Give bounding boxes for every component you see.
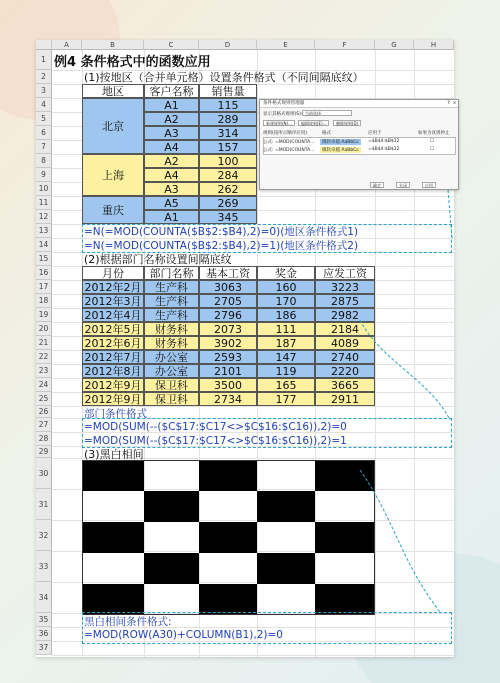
table2-total-cell[interactable]: 3665 <box>315 378 375 392</box>
section1-caption[interactable]: (1)按地区（合并单元格）设置条件格式（不同间隔底纹） <box>84 71 364 84</box>
section3-formula[interactable]: =MOD(ROW(A30)+COLUMN(B1),2)=0 <box>84 629 283 641</box>
table1-header-qty[interactable]: 销售量 <box>199 84 257 98</box>
row-header-7[interactable]: 7 <box>36 140 52 154</box>
table2-header-bonus[interactable]: 奖金 <box>257 266 315 280</box>
dialog-titlebar <box>260 100 458 108</box>
table1-qty-cell[interactable]: 269 <box>199 196 257 210</box>
table2-bonus-cell[interactable]: 186 <box>257 308 315 322</box>
table2-month-cell[interactable]: 2012年8月 <box>82 364 144 378</box>
row-header-36[interactable]: 36 <box>36 627 52 641</box>
row-header-5[interactable]: 5 <box>36 112 52 126</box>
ok-button[interactable]: 确定 <box>370 182 384 188</box>
section3-label[interactable]: 黑白相间条件格式: <box>84 615 172 628</box>
rule-2[interactable]: 公式: =MOD(COUNTA... <box>263 148 315 153</box>
table2-base-cell[interactable]: 2705 <box>199 294 257 308</box>
table2-month-cell[interactable]: 2012年7月 <box>82 350 144 364</box>
table2-header-month[interactable]: 月份 <box>82 266 144 280</box>
cancel-button[interactable]: 关闭 <box>396 182 410 188</box>
row-header-37[interactable]: 37 <box>36 641 52 655</box>
sheet-title[interactable]: 例4 条件格式中的函数应用 <box>54 54 211 70</box>
table2-bonus-cell[interactable]: 147 <box>257 350 315 364</box>
conditional-format-dialog[interactable] <box>259 99 459 190</box>
rule-2-stop-checkbox[interactable]: ☐ <box>430 147 435 152</box>
table1-qty-cell[interactable]: 115 <box>199 98 257 112</box>
table2-base-cell[interactable]: 3902 <box>199 336 257 350</box>
table1-qty-cell[interactable]: 284 <box>199 168 257 182</box>
table2-base-cell[interactable]: 2796 <box>199 308 257 322</box>
edit-rule-button[interactable]: 编辑规则(E)... <box>298 120 329 126</box>
row-header-6[interactable]: 6 <box>36 126 52 140</box>
table2-bonus-cell[interactable]: 111 <box>257 322 315 336</box>
row-header-15[interactable]: 15 <box>36 252 52 266</box>
table2-month-cell[interactable]: 2012年2月 <box>82 280 144 294</box>
region-shanghai[interactable]: 上海 <box>82 154 144 196</box>
row-header-1[interactable]: 1 <box>36 50 52 70</box>
table2-dept-cell[interactable]: 生产科 <box>144 294 199 308</box>
table1-qty-cell[interactable]: 157 <box>199 140 257 154</box>
table2-dept-cell[interactable]: 办公室 <box>144 364 199 378</box>
table2-bonus-cell[interactable]: 177 <box>257 392 315 406</box>
table1-qty-cell[interactable]: 314 <box>199 126 257 140</box>
row-header-10[interactable]: 10 <box>36 182 52 196</box>
table2-total-cell[interactable]: 2740 <box>315 350 375 364</box>
table1-client-cell[interactable]: A1 <box>144 210 199 224</box>
table1-header-region[interactable]: 地区 <box>82 84 144 98</box>
table2-dept-cell[interactable]: 办公室 <box>144 350 199 364</box>
section3-caption[interactable]: (3)黑白相间 <box>84 448 144 460</box>
table2-month-cell[interactable]: 2012年9月 <box>82 392 144 406</box>
table2-total-cell[interactable]: 3223 <box>315 280 375 294</box>
show-rules-label: 显示其格式规则(S): <box>263 112 303 117</box>
section2-caption[interactable]: (2)根据部门名称设置间隔底纹 <box>84 253 232 266</box>
region-chongqing[interactable]: 重庆 <box>82 196 144 224</box>
table2-month-cell[interactable]: 2012年6月 <box>82 336 144 350</box>
row-header-29[interactable]: 29 <box>36 446 52 458</box>
table1-qty-cell[interactable]: 289 <box>199 112 257 126</box>
row-header-20[interactable]: 20 <box>36 322 52 336</box>
col-rule-header: 规则(按所示顺序应用) <box>263 131 308 136</box>
section2-formula1[interactable]: =MOD(SUM(--($C$17:$C17<>$C$16:$C16)),2)=0 <box>84 421 347 433</box>
rule-1[interactable]: 公式: =MOD(COUNTA... <box>263 140 315 145</box>
row-header-32[interactable]: 32 <box>36 520 52 551</box>
gridline <box>52 655 454 656</box>
table2-dept-cell[interactable]: 生产科 <box>144 308 199 322</box>
table1-header-client[interactable]: 客户名称 <box>144 84 199 98</box>
row-header-16[interactable]: 16 <box>36 266 52 280</box>
row-header-31[interactable]: 31 <box>36 489 52 520</box>
table1-client-cell[interactable]: A3 <box>144 126 199 140</box>
table2-total-cell[interactable]: 2982 <box>315 308 375 322</box>
table2-total-cell[interactable]: 2875 <box>315 294 375 308</box>
column-header-e[interactable]: E <box>257 40 315 50</box>
table2-dept-cell[interactable]: 财务科 <box>144 322 199 336</box>
table1-qty-cell[interactable]: 345 <box>199 210 257 224</box>
row-header-13[interactable]: 13 <box>36 224 52 238</box>
table2-base-cell[interactable]: 2073 <box>199 322 257 336</box>
row-header-33[interactable]: 33 <box>36 551 52 582</box>
col-applies-header: 应用于 <box>368 131 382 136</box>
rule-1-stop-checkbox[interactable]: ☐ <box>430 139 435 144</box>
table1-client-cell[interactable]: A5 <box>144 196 199 210</box>
row-header-9[interactable]: 9 <box>36 168 52 182</box>
table2-total-cell[interactable]: 2911 <box>315 392 375 406</box>
table1-client-cell[interactable]: A2 <box>144 154 199 168</box>
table2-header-base[interactable]: 基本工资 <box>199 266 257 280</box>
column-header-h[interactable]: H <box>414 40 454 50</box>
row-header-28[interactable]: 28 <box>36 432 52 446</box>
row-header-34[interactable]: 34 <box>36 582 52 613</box>
table2-month-cell[interactable]: 2012年5月 <box>82 322 144 336</box>
column-header-c[interactable]: C <box>144 40 199 50</box>
table1-client-cell[interactable]: A1 <box>144 98 199 112</box>
column-header-d[interactable]: D <box>199 40 257 50</box>
table2-dept-cell[interactable]: 保卫科 <box>144 392 199 406</box>
table2-bonus-cell[interactable]: 160 <box>257 280 315 294</box>
row-header-17[interactable]: 17 <box>36 280 52 294</box>
table1-client-cell[interactable]: A2 <box>144 112 199 126</box>
row-header-21[interactable]: 21 <box>36 336 52 350</box>
apply-button[interactable]: 应用 <box>422 182 436 188</box>
col-stop-header: 如果为真则停止 <box>418 131 450 136</box>
rule-2-format: 微软卓越 AaBbCc <box>322 148 359 153</box>
table1-client-cell[interactable]: A4 <box>144 168 199 182</box>
row-header-2[interactable]: 2 <box>36 70 52 84</box>
table2-month-cell[interactable]: 2012年4月 <box>82 308 144 322</box>
row-header-24[interactable]: 24 <box>36 378 52 392</box>
table2-base-cell[interactable]: 2101 <box>199 364 257 378</box>
table2-total-cell[interactable]: 2220 <box>315 364 375 378</box>
column-header-b[interactable]: B <box>82 40 144 50</box>
table2-base-cell[interactable]: 3500 <box>199 378 257 392</box>
row-header-8[interactable]: 8 <box>36 154 52 168</box>
row-header-14[interactable]: 14 <box>36 238 52 252</box>
section1-formula1[interactable]: =N(=MOD(COUNTA($B$2:$B4),2)=0)(地区条件格式1) <box>84 225 359 238</box>
row-header-12[interactable]: 12 <box>36 210 52 224</box>
table2-base-cell[interactable]: 3063 <box>199 280 257 294</box>
dialog-title: 条件格式规则管理器 <box>263 101 305 106</box>
rule-2-applies[interactable]: =$B$4:$B$12 <box>368 147 400 152</box>
column-header-f[interactable]: F <box>315 40 375 50</box>
close-icon[interactable]: × <box>452 101 457 106</box>
table2-month-cell[interactable]: 2012年3月 <box>82 294 144 308</box>
row-header-30[interactable]: 30 <box>36 458 52 489</box>
row-header-25[interactable]: 25 <box>36 392 52 406</box>
table1-qty-cell[interactable]: 262 <box>199 182 257 196</box>
rule-1-applies[interactable]: =$B$4:$B$12 <box>368 139 400 144</box>
table2-total-cell[interactable]: 2184 <box>315 322 375 336</box>
delete-rule-button[interactable]: 删除规则(D) <box>333 120 361 126</box>
section2-label[interactable]: 部门条件格式 <box>84 407 147 420</box>
table2-base-cell[interactable]: 2593 <box>199 350 257 364</box>
formula-highlight-box <box>82 224 452 253</box>
row-header-27[interactable]: 27 <box>36 418 52 432</box>
table1-client-cell[interactable]: A4 <box>144 140 199 154</box>
show-rules-select[interactable]: 当前选择 <box>302 110 352 116</box>
table2-bonus-cell[interactable]: 165 <box>257 378 315 392</box>
table1-client-cell[interactable]: A3 <box>144 182 199 196</box>
row-header-22[interactable]: 22 <box>36 350 52 364</box>
table2-bonus-cell[interactable]: 119 <box>257 364 315 378</box>
formula-highlight-box <box>82 612 452 644</box>
table2-dept-cell[interactable]: 财务科 <box>144 336 199 350</box>
row-header-18[interactable]: 18 <box>36 294 52 308</box>
section1-formula2[interactable]: =N(=MOD(COUNTA($B$2:$B4),2)=1)(地区条件格式2) <box>84 239 359 252</box>
table2-total-cell[interactable]: 4089 <box>315 336 375 350</box>
row-header-35[interactable]: 35 <box>36 613 52 627</box>
table2-header-total[interactable]: 应发工资 <box>315 266 375 280</box>
help-icon[interactable]: ? <box>447 101 450 106</box>
table2-header-dept[interactable]: 部门名称 <box>144 266 199 280</box>
row-header-19[interactable]: 19 <box>36 308 52 322</box>
table2-bonus-cell[interactable]: 187 <box>257 336 315 350</box>
table2-base-cell[interactable]: 2734 <box>199 392 257 406</box>
row-header-3[interactable]: 3 <box>36 84 52 98</box>
column-header-g[interactable]: G <box>375 40 414 50</box>
new-rule-button[interactable]: 新建规则(N)... <box>263 120 295 126</box>
table1-qty-cell[interactable]: 100 <box>199 154 257 168</box>
row-header-4[interactable]: 4 <box>36 98 52 112</box>
region-beijing[interactable]: 北京 <box>82 98 144 154</box>
formula-highlight-box <box>82 418 452 448</box>
table2-dept-cell[interactable]: 生产科 <box>144 280 199 294</box>
row-header-26[interactable]: 26 <box>36 406 52 418</box>
rule-1-format: 微软卓越 AaBbCc <box>322 140 359 145</box>
row-header-11[interactable]: 11 <box>36 196 52 210</box>
row-header-23[interactable]: 23 <box>36 364 52 378</box>
table2-dept-cell[interactable]: 保卫科 <box>144 378 199 392</box>
section2-formula2[interactable]: =MOD(SUM(--($C$17:$C17<>$C$16:$C16)),2)=1 <box>84 435 347 447</box>
table2-bonus-cell[interactable]: 170 <box>257 294 315 308</box>
table2-month-cell[interactable]: 2012年9月 <box>82 378 144 392</box>
checkerboard-border <box>82 460 375 615</box>
col-format-header: 格式 <box>322 131 331 136</box>
select-all-corner[interactable] <box>36 40 52 50</box>
column-header-a[interactable]: A <box>52 40 82 50</box>
